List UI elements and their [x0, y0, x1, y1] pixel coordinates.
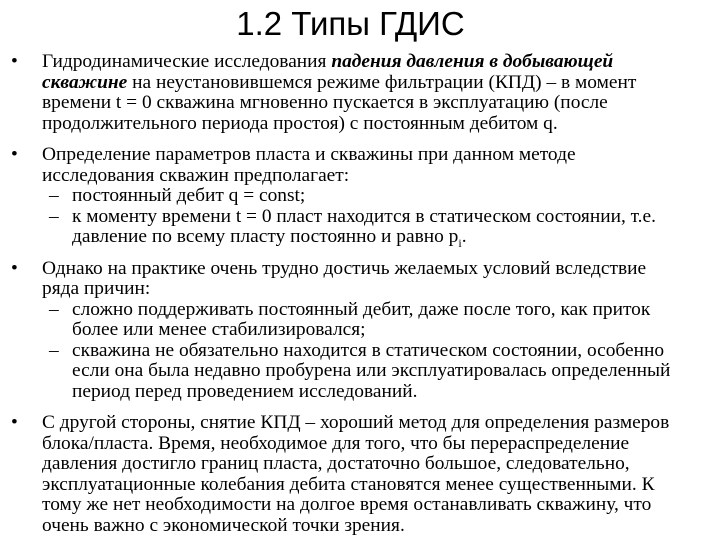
slide-title: 1.2 Типы ГДИС	[236, 5, 465, 42]
bullet-assumptions	[0, 145, 701, 248]
sub-item-suffix: .	[461, 226, 467, 247]
bullet-text: Гидродинамические исследования	[42, 51, 332, 72]
sub-item	[42, 341, 687, 403]
bullet-text: на неустановившемся режиме фильтрации (КПД) – в момент времени t = 0 скважина мгновенно пускается в эксплуатацию (после продолжительного периода простоя) с постоянным дебитом q.	[42, 71, 637, 134]
dash-mark: –	[49, 185, 59, 206]
bullet-mark: •	[11, 412, 18, 433]
sub-item-text: скважина не обязательно находится в статическом состоянии, особенно если она была недавно пробурена или эксплуатировалась определенный период перед проведением исследований.	[72, 339, 671, 402]
bullet-mark: •	[11, 51, 18, 72]
dash-mark: –	[49, 339, 59, 361]
sub-item	[42, 186, 687, 207]
bullet-text: Однако на практике очень трудно достичь желаемых условий вследствие ряда причин:	[42, 257, 647, 299]
dash-mark: –	[49, 205, 59, 227]
bullet-practical-difficulties	[0, 259, 701, 403]
bullet-mark: •	[11, 144, 18, 165]
bullet-kpd-advantages	[0, 413, 701, 536]
subscript: i	[458, 235, 462, 250]
bullet-text: Определение параметров пласта и скважины при данном методе исследования скважин предполагает:	[42, 144, 576, 186]
sub-item-text: постоянный дебит q = const;	[72, 185, 306, 206]
bullet-text: С другой стороны, снятие КПД – хороший метод для определения размеров блока/пласта. Время, необходимое для того, что бы перераспределение давления достигло границ пласта, достаточно большое, следовательно, эксплуатационные колебания дебита становятся менее существенными. К тому же нет необходимости на долгое время останавливать скважину, что очень важно с экономической точки зрения.	[42, 412, 670, 536]
bullet-emphasis: падения давления в добывающей скважине	[42, 51, 614, 93]
slide-content	[0, 52, 701, 547]
bullet-mark: •	[11, 257, 18, 279]
sub-item	[42, 300, 687, 341]
sub-item-text: сложно поддерживать постоянный дебит, даже после того, как приток более или менее стабилизировался;	[72, 298, 651, 340]
bullet-kpd-definition	[0, 52, 701, 134]
sub-item-text: к моменту времени t = 0 пласт находится в статическом состоянии, т.е. давление по всему пласту постоянно и равно p	[72, 205, 656, 247]
sub-item	[42, 207, 687, 248]
dash-mark: –	[49, 298, 59, 320]
